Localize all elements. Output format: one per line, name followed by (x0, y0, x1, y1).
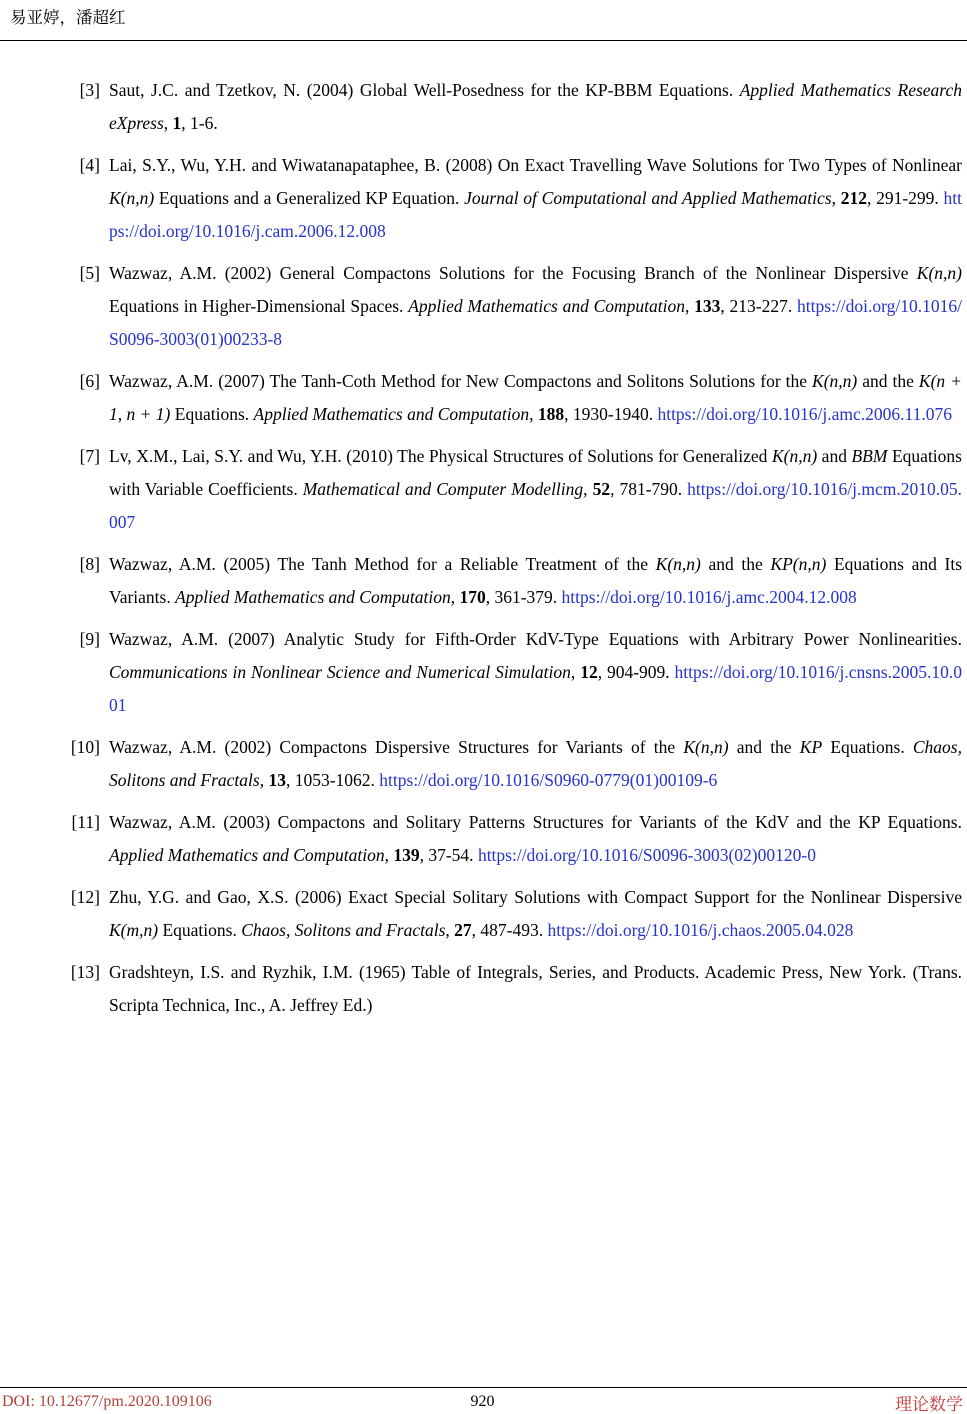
reference-label: [12] (70, 887, 100, 907)
reference-text: Wazwaz, A.M. (2005) The Tanh Method for a Reliable Treatment of the (109, 554, 656, 574)
footer-doi-link[interactable]: DOI: 10.12677/pm.2020.109106 (2, 1393, 212, 1410)
reference-text: , (831, 188, 841, 208)
doi-link[interactable]: https://doi.org/10.1016/S0960-0779(01)00109-6 (379, 770, 718, 790)
reference-body (109, 440, 962, 539)
reference-item (60, 806, 962, 872)
reference-item (60, 365, 962, 431)
header-divider (0, 40, 967, 41)
reference-text: Lai, S.Y., Wu, Y.H. and Wiwatanapataphee, B. (2008) On Exact Travelling Wave Solutions for Two Types of Nonlinear (109, 155, 962, 175)
doi-link[interactable]: https://doi.org/10.1016/j.mcm.2010.05.007 (109, 479, 962, 532)
reference-text: and the (728, 737, 800, 757)
reference-text: KP(n,n) (770, 554, 827, 574)
reference-list (60, 74, 962, 1031)
reference-text: 13 (268, 770, 286, 790)
reference-text: Wazwaz, A.M. (2007) The Tanh-Coth Method for New Compactons and Solitons Solutions for the (109, 371, 813, 391)
reference-body (109, 806, 962, 872)
reference-item (60, 74, 962, 140)
page-footer (0, 1387, 967, 1414)
reference-text: , 904-909. (597, 662, 675, 682)
reference-text: , (685, 296, 695, 316)
reference-text: , 361-379. (485, 587, 562, 607)
reference-text: K(n,n) (683, 737, 729, 757)
reference-item (60, 881, 962, 947)
reference-text: , 781-790. (610, 479, 688, 499)
reference-text: Wazwaz, A.M. (2002) General Compactons Solutions for the Focusing Branch of the Nonlinear Dispersive (109, 263, 917, 283)
reference-text: Wazwaz, A.M. (2003) Compactons and Solitary Patterns Structures for Variants of the KdV and the KP Equations. (109, 812, 962, 832)
reference-label: [4] (79, 155, 100, 175)
reference-text: , 1053-1062. (285, 770, 380, 790)
doi-link[interactable]: https://doi.org/10.1016/j.cnsns.2005.10.001 (109, 662, 963, 715)
reference-text: and the (700, 554, 771, 574)
reference-text: and the (857, 371, 919, 391)
reference-body (109, 731, 962, 797)
page-number: 920 (470, 1393, 495, 1410)
reference-text: , (450, 587, 460, 607)
reference-item (60, 257, 962, 356)
reference-text: Applied Mathematics Research eXpress (109, 80, 962, 133)
reference-text: Chaos, Solitons and Fractals (241, 920, 446, 940)
reference-text: Journal of Computational and Applied Mathematics (464, 188, 832, 208)
reference-text: K(n,n) (771, 446, 818, 466)
reference-body (109, 623, 962, 722)
reference-body (109, 257, 962, 356)
reference-label: [5] (79, 263, 100, 283)
reference-text: Equations. (158, 920, 242, 940)
reference-text: Equations. (170, 404, 254, 424)
reference-text: , (445, 920, 455, 940)
reference-text: , 213-227. (720, 296, 798, 316)
reference-text: 52 (592, 479, 611, 499)
reference-text: BBM (851, 446, 888, 466)
reference-text: , (259, 770, 269, 790)
doi-link[interactable]: https://doi.org/10.1016/j.amc.2006.11.076 (657, 404, 953, 424)
reference-body (109, 881, 962, 947)
reference-label: [13] (70, 962, 100, 982)
reference-label: [3] (79, 80, 100, 100)
reference-label: [7] (79, 446, 100, 466)
reference-text: 212 (840, 188, 867, 208)
reference-text: Lv, X.M., Lai, S.Y. and Wu, Y.H. (2010) The Physical Structures of Solutions for Generalized (109, 446, 772, 466)
reference-label: [8] (79, 554, 100, 574)
journal-name: 理论数学 (895, 1394, 963, 1414)
reference-text: K(n + 1, n + 1) (109, 371, 962, 424)
reference-text: Applied Mathematics and Computation (253, 404, 530, 424)
reference-body (109, 149, 962, 248)
reference-text: and (817, 446, 852, 466)
reference-text: Wazwaz, A.M. (2002) Compactons Dispersive Structures for Variants of the (109, 737, 684, 757)
reference-item (60, 731, 962, 797)
doi-link[interactable]: https://doi.org/10.1016/j.chaos.2005.04.028 (547, 920, 854, 940)
reference-text: Applied Mathematics and Computation (408, 296, 685, 316)
reference-text: , (570, 662, 581, 682)
reference-text: 139 (393, 845, 420, 865)
reference-label: [11] (71, 812, 100, 832)
reference-text: Communications in Nonlinear Science and Numerical Simulation (109, 662, 571, 682)
reference-item (60, 548, 962, 614)
reference-text: Chaos, Solitons and Fractals (109, 737, 962, 790)
reference-label: [9] (79, 629, 100, 649)
reference-text: Equations with Variable Coefficients. (109, 446, 962, 499)
reference-text: , 37-54. (419, 845, 478, 865)
reference-text: 27 (454, 920, 472, 940)
reference-text: Applied Mathematics and Computation (175, 587, 451, 607)
reference-item (60, 149, 962, 248)
reference-item (60, 956, 962, 1022)
reference-text: , (583, 479, 593, 499)
reference-text: , 291-299. (866, 188, 944, 208)
reference-text: , (384, 845, 394, 865)
reference-text: , 487-493. (471, 920, 548, 940)
reference-text: K(n,n) (655, 554, 701, 574)
reference-text: K(n,n) (916, 263, 962, 283)
reference-text: KP (799, 737, 823, 757)
reference-body (109, 74, 962, 140)
reference-label: [6] (79, 371, 100, 391)
reference-text: K(m,n) (109, 920, 159, 940)
reference-text: Equations and Its Variants. (109, 554, 962, 607)
reference-text: Wazwaz, A.M. (2007) Analytic Study for Fifth-Order KdV-Type Equations with Arbitrary Power Nonlinearities. (109, 629, 962, 649)
doi-link[interactable]: https://doi.org/10.1016/S0096-3003(02)00120-0 (477, 845, 816, 865)
reference-body (109, 365, 962, 431)
reference-text: K(n,n) (812, 371, 858, 391)
reference-body (109, 548, 962, 614)
reference-text: Applied Mathematics and Computation (109, 845, 385, 865)
reference-text: , (163, 113, 173, 133)
page-header-authors: 易亚婷，潘超红 (10, 8, 126, 27)
reference-text: 170 (459, 587, 486, 607)
reference-text: Mathematical and Computer Modelling (302, 479, 584, 499)
reference-label: [10] (70, 737, 100, 757)
reference-text: 12 (580, 662, 598, 682)
reference-body (109, 956, 962, 1022)
reference-text: 133 (694, 296, 721, 316)
reference-text: Equations in Higher-Dimensional Spaces. (109, 296, 409, 316)
reference-text: Zhu, Y.G. and Gao, X.S. (2006) Exact Special Solitary Solutions with Compact Support for the Nonlinear Dispersive (109, 887, 962, 907)
reference-text: Equations and a Generalized KP Equation. (154, 188, 465, 208)
reference-text: , 1930-1940. (564, 404, 658, 424)
doi-link[interactable]: https://doi.org/10.1016/S0096-3003(01)00233-8 (109, 296, 963, 349)
reference-text: Saut, J.C. and Tzetkov, N. (2004) Global Well-Posedness for the KP-BBM Equations. (109, 80, 740, 100)
reference-item (60, 440, 962, 539)
doi-link[interactable]: https://doi.org/10.1016/j.cam.2006.12.008 (109, 188, 962, 241)
reference-item (60, 623, 962, 722)
reference-text: , 1-6. (181, 113, 218, 133)
reference-text: 1 (172, 113, 182, 133)
reference-text: Gradshteyn, I.S. and Ryzhik, I.M. (1965) Table of Integrals, Series, and Products. Academic Press, New York. (Trans. Scripta Technica, Inc., A. Jeffrey Ed.) (109, 962, 962, 1015)
reference-text: , (529, 404, 538, 424)
reference-text: Equations. (822, 737, 913, 757)
doi-link[interactable]: https://doi.org/10.1016/j.amc.2004.12.008 (561, 587, 857, 607)
reference-text: 188 (537, 404, 565, 424)
reference-text: K(n,n) (109, 188, 155, 208)
